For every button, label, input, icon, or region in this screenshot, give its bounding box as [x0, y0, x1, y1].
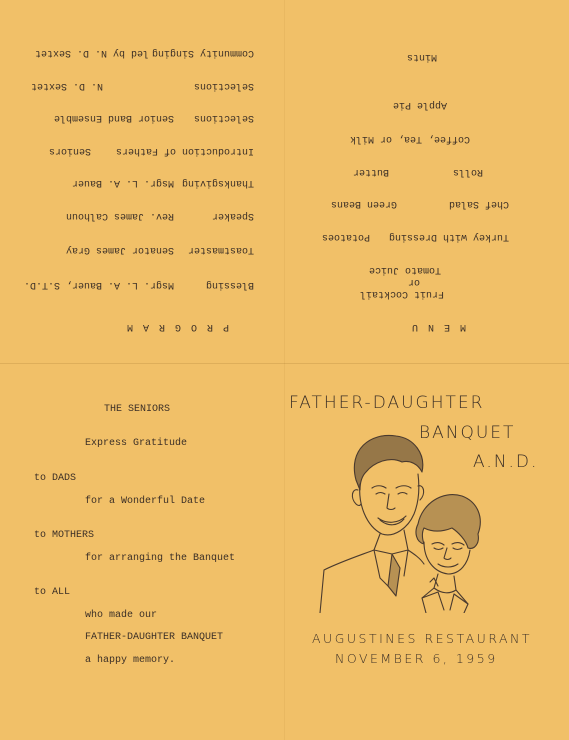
- menu-starter: Fruit Cocktail: [359, 288, 444, 299]
- program-role: Selections: [193, 80, 254, 91]
- menu-main: Turkey with Dressing: [388, 231, 509, 242]
- menu-starter: Tomato Juice: [368, 264, 441, 275]
- seniors-line: to ALL: [34, 587, 71, 598]
- program-role: Selections: [193, 112, 254, 123]
- program-role: Introduction of Fathers: [115, 145, 254, 156]
- seniors-line: Express Gratitude: [85, 438, 188, 449]
- menu-starter-or: or: [407, 276, 420, 287]
- program-role: Toastmaster: [187, 244, 254, 255]
- menu-mints: Mints: [406, 51, 437, 62]
- cover-title: A.N.D.: [473, 452, 539, 472]
- menu-heading: M E N U: [409, 321, 466, 332]
- seniors-line: a happy memory.: [85, 655, 176, 666]
- cover-title: BANQUET: [419, 423, 516, 443]
- program-role: Community Singing: [151, 47, 254, 58]
- seniors-line: to MOTHERS: [34, 530, 95, 541]
- program-role: Blessing: [205, 279, 254, 290]
- menu-side: Butter: [352, 166, 389, 177]
- cover-title: FATHER-DAUGHTER: [289, 393, 485, 413]
- program-name: Senior Band Ensemble: [53, 112, 174, 123]
- seniors-line: FATHER-DAUGHTER BANQUET: [85, 632, 224, 643]
- seniors-heading: THE SENIORS: [104, 404, 171, 415]
- program-role: Thanksgiving: [181, 177, 254, 188]
- menu-beverage: Coffee, Tea, or Milk: [349, 133, 470, 144]
- upside-down-half: [0, 0, 569, 363]
- menu-side: Potatoes: [321, 231, 370, 242]
- menu-side: Green Beans: [330, 198, 397, 209]
- program-name: led by N. D. Sextet: [34, 47, 149, 58]
- event-date: NOVEMBER 6, 1959: [335, 651, 498, 666]
- menu-main: Chef Salad: [448, 198, 509, 209]
- father-daughter-illustration: [318, 428, 483, 613]
- program-name: Msgr. L. A. Bauer, S.T.D.: [23, 279, 174, 290]
- venue: AUGUSTINES RESTAURANT: [312, 631, 533, 646]
- seniors-line: for arranging the Banquet: [85, 553, 236, 564]
- seniors-line: to DADS: [34, 473, 77, 484]
- seniors-line: who made our: [85, 610, 158, 621]
- menu-main: Rolls: [452, 166, 483, 177]
- program-name: Rev. James Calhoun: [65, 210, 174, 221]
- program-role: Speaker: [211, 210, 254, 221]
- menu-dessert: Apple Pie: [392, 99, 447, 110]
- seniors-line: for a Wonderful Date: [85, 496, 206, 507]
- program-name: N. D. Sextet: [30, 80, 103, 91]
- program-heading: P R O G R A M: [124, 321, 229, 332]
- program-name: Senator James Gray: [65, 244, 174, 255]
- program-name: Seniors: [48, 145, 91, 156]
- program-name: Msgr. L. A. Bauer: [71, 177, 174, 188]
